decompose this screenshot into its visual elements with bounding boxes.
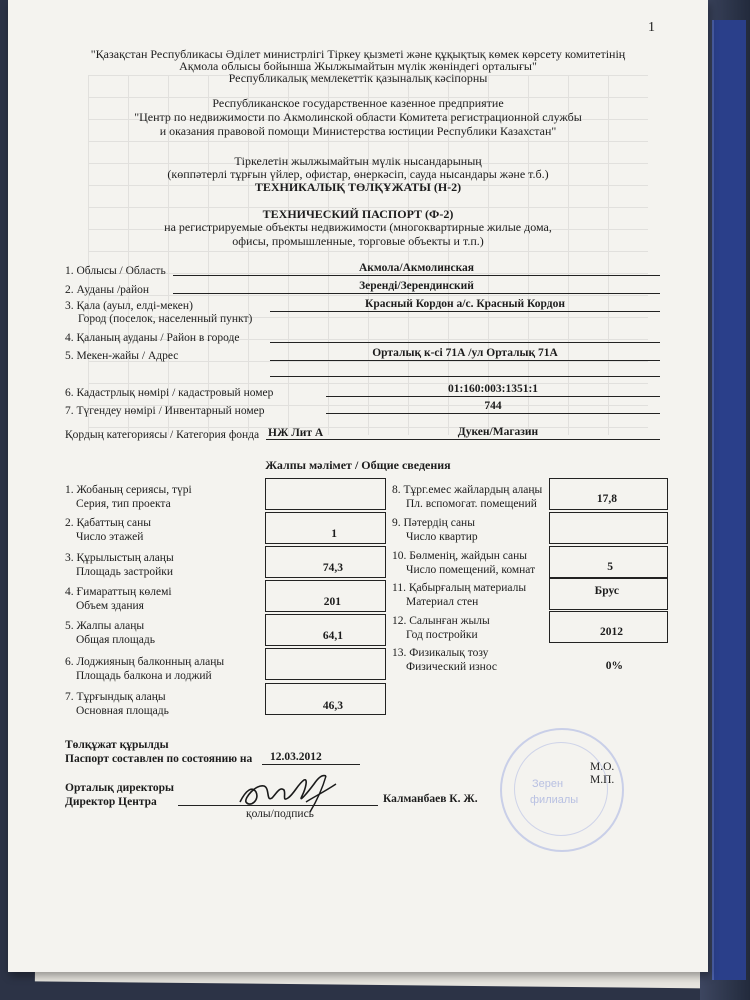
wall-material-label: 11. Қабырғалың материалы [392, 582, 527, 594]
ru-subtitle-1: на регистрируемые объекты недвижимости (многоквартирные жилые дома, [164, 220, 552, 234]
field-address-value: Орталық к-сі 71А /ул Орталық 71А [372, 347, 558, 359]
field-city-line [270, 311, 660, 312]
living-area-value: 46,3 [322, 700, 343, 712]
balcony-area-label: 6. Лоджияның балконның алаңы [65, 656, 225, 668]
signature-caption: қолы/подпись [246, 808, 314, 820]
field-region-line [173, 275, 660, 276]
wall-material-value: Брус [594, 585, 619, 597]
compiled-kz: Төлқұжат құрылды [65, 739, 169, 751]
stamp-text-1: Зерен [532, 778, 564, 790]
stamp-text-2: филиалы [530, 794, 579, 806]
field-cadastral-line [326, 396, 660, 397]
mo-label: М.О. [590, 761, 615, 773]
wear-label: 13. Физикалық тозу [392, 647, 489, 659]
aux-area-label-ru: Пл. вспомогат. помещений [406, 498, 537, 510]
field-address-label: 5. Мекен-жайы / Адрес [65, 350, 179, 362]
field-region-value: Акмола/Акмолинская [358, 262, 475, 274]
ru-title: ТЕХНИЧЕСКИЙ ПАСПОРТ (Ф-2) [262, 207, 454, 221]
fund-label: Қордың категориясы / Категория фонда [65, 429, 260, 441]
director-kz: Орталық директоры [65, 782, 174, 794]
floors-label-ru: Число этажей [76, 531, 144, 543]
built-area-value: 74,3 [322, 562, 343, 574]
header-kz-committee-1: "Қазақстан Республикасы Әділет министрлігі Тіркеу қызметі және құқықтық көмек көрсету комитетінің [90, 47, 626, 61]
field-region-label: 1. Облысы / Область [65, 265, 166, 277]
balcony-area-box [265, 648, 386, 680]
kz-subtitle-1: Тіркелетін жылжымайтын мүлік нысандарының [234, 154, 482, 168]
total-area-value: 64,1 [322, 630, 343, 642]
official-stamp [500, 728, 624, 852]
series-label-ru: Серия, тип проекта [76, 498, 171, 510]
living-area-label: 7. Тұрғындық алаңы [65, 691, 166, 703]
volume-label: 4. Ғимараттың көлемі [65, 586, 172, 598]
volume-value: 201 [323, 596, 341, 608]
field-inventory-label: 7. Түгендеу нөмірі / Инвентарный номер [65, 405, 265, 417]
year-built-label: 12. Салынған жылы [392, 615, 490, 627]
living-area-label-ru: Основная площадь [76, 705, 169, 717]
volume-label-ru: Объем здания [76, 600, 144, 612]
general-info-title: Жалпы мәлімет / Общие сведения [265, 458, 451, 472]
kz-title: ТЕХНИКАЛЫҚ ТӨЛҚҰЖАТЫ (Н-2) [254, 180, 462, 194]
field-city-label: 3. Қала (ауыл, елді-мекен) [65, 300, 193, 312]
fund-line [266, 439, 660, 440]
ru-subtitle-2: офисы, промышленные, торговые объекты и т.п.) [232, 234, 484, 248]
field-cadastral-value: 01:160:003:1351:1 [447, 383, 539, 395]
compiled-ru: Паспорт составлен по состоянию на [65, 753, 253, 765]
compiled-date: 12.03.2012 [270, 751, 322, 763]
wear-value: 0% [605, 660, 623, 672]
apartments-label: 9. Пәтердің саны [392, 517, 475, 529]
built-area-label-ru: Площадь застройки [76, 566, 174, 578]
fund-value: Дукен/Магазин [457, 426, 539, 438]
field-inventory-line [326, 413, 660, 414]
wear-label-ru: Физический износ [406, 661, 497, 673]
field-address-line-2 [270, 376, 660, 377]
header-kz-enterprise: Республикалық мемлекеттік қазыналық кәсіпорны [228, 71, 488, 85]
balcony-area-label-ru: Площадь балкона и лоджий [76, 670, 212, 682]
header-ru-enterprise: Республиканское государственное казенное предприятие [212, 96, 504, 110]
field-cadastral-label: 6. Кадастрлық нөмірі / кадастровый номер [65, 387, 274, 399]
floors-label: 2. Қабаттың саны [65, 517, 151, 529]
mp-label: М.П. [590, 774, 615, 786]
field-district-label: 2. Ауданы /район [65, 284, 150, 296]
aux-area-label: 8. Тұрг.емес жайлардың алаңы [392, 484, 543, 496]
header-kz-committee-2: Ақмола облысы бойынша Жылжымайтын мүлік жөніндегі орталығы" [179, 59, 537, 73]
floors-value: 1 [331, 528, 337, 540]
binder-stripe [712, 20, 746, 980]
rooms-label-ru: Число помещений, комнат [406, 564, 536, 576]
series-box [265, 478, 386, 510]
director-signature [236, 772, 346, 816]
total-area-label-ru: Общая площадь [76, 634, 155, 646]
aux-area-value: 17,8 [596, 493, 617, 505]
rooms-value: 5 [607, 561, 613, 573]
page-number: 1 [648, 20, 655, 35]
apartments-box [549, 512, 668, 544]
wall-material-label-ru: Материал стен [406, 596, 479, 608]
header-ru-center-1: "Центр по недвижимости по Акмолинской области Комитета регистрационной службы [134, 110, 582, 124]
built-area-label: 3. Құрылыстың алаңы [65, 552, 174, 564]
field-city-value: Красный Кордон а/с. Красный Кордон [365, 298, 565, 310]
rooms-label: 10. Бөлменің, жайдын саны [392, 550, 528, 562]
year-built-label-ru: Год постройки [406, 629, 478, 641]
year-built-value: 2012 [600, 626, 623, 638]
field-inventory-value: 744 [484, 400, 502, 412]
document-page [8, 0, 708, 972]
field-city-label-ru: Город (поселок, населенный пункт) [78, 313, 253, 325]
director-name: Калманбаев К. Ж. [383, 793, 478, 805]
apartments-label-ru: Число квартир [406, 531, 478, 543]
fund-code: НЖ Лит А [268, 427, 324, 439]
total-area-label: 5. Жалпы алаңы [65, 620, 145, 632]
field-city-district-line [270, 342, 660, 343]
field-district-line [173, 293, 660, 294]
series-label: 1. Жобаның сериясы, түрі [65, 484, 192, 496]
header-ru-center-2: и оказания правовой помощи Министерства юстиции Республики Казахстан" [159, 124, 557, 138]
date-line [262, 764, 360, 765]
field-address-line [270, 360, 660, 361]
field-city-district-label: 4. Қаланың ауданы / Район в городе [65, 332, 240, 344]
field-district-value: Зеренді/Зерендинский [359, 280, 474, 292]
kz-subtitle-2: (көппәтерлі тұрғын үйлер, офистар, өнеркәсіп, сауда нысандары және т.б.) [167, 167, 549, 181]
director-ru: Директор Центра [65, 796, 157, 808]
